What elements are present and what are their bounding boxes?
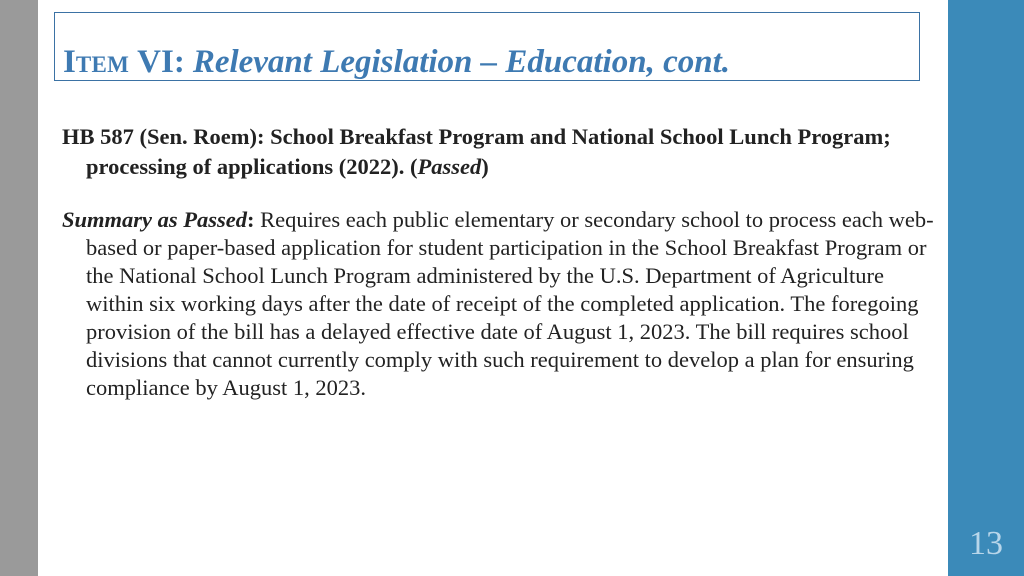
title-box [54,12,920,81]
slide-title [63,43,730,83]
summary-colon: : [247,207,255,232]
bill-heading-close: ) [481,154,489,179]
slide-body [62,122,934,402]
left-accent-bar [0,0,38,576]
right-accent-bar [948,0,1024,576]
bill-status: Passed [417,154,482,179]
slide-number: 13 [969,525,1003,562]
title-first-letter: I [63,44,76,80]
title-subject: Relevant Legislation – Education, cont. [192,44,730,80]
bill-summary [62,206,934,402]
bill-heading [62,122,934,182]
title-smallcaps: TEM [75,52,130,77]
title-roman-numeral: VI: [137,44,185,80]
bill-heading-text: HB 587 (Sen. Roem): School Breakfast Program and National School Lunch Program; processing of applications (2022). ( [62,124,891,179]
summary-text: Requires each public elementary or secondary school to process each web-based or paper-based application for student participation in the School Breakfast Program or the National School Lunch Program administered by the U.S. Department of Agriculture within six working days after the date of receipt of the completed application. The foregoing provision of the bill has a delayed effective date of August 1, 2023. The bill requires school divisions that cannot currently comply with such requirement to develop a plan for ensuring compliance by August 1, 2023. [86,207,934,400]
summary-label: Summary as Passed [62,207,248,232]
